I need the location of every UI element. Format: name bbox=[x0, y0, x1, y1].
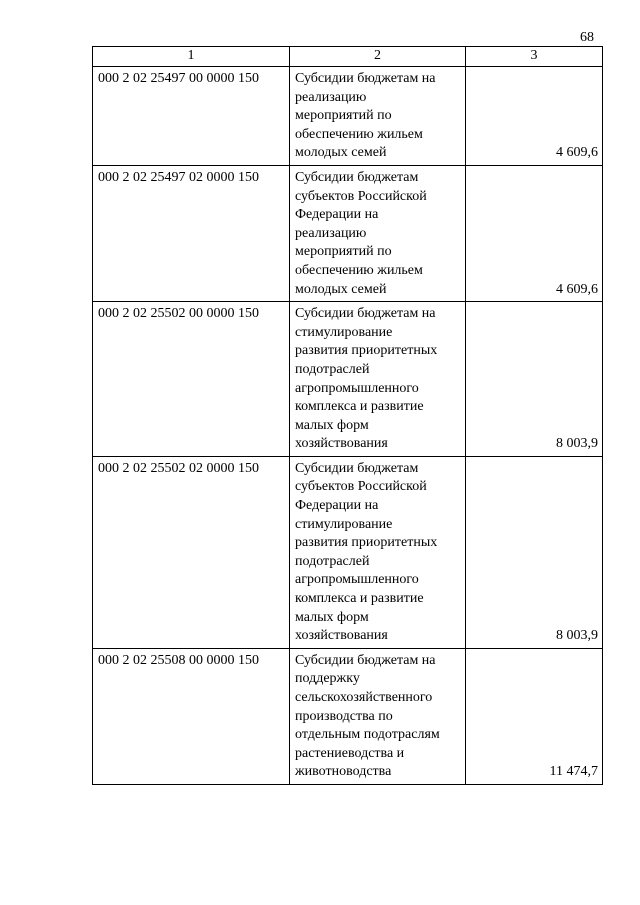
page-number: 68 bbox=[580, 30, 594, 45]
budget-table bbox=[92, 46, 603, 785]
budget-code-cell: 000 2 02 25497 00 0000 150 bbox=[93, 67, 290, 166]
description-cell bbox=[290, 648, 466, 784]
column-header-2: 2 bbox=[290, 47, 466, 67]
table-row bbox=[93, 302, 603, 457]
budget-code-cell: 000 2 02 25502 02 0000 150 bbox=[93, 456, 290, 648]
budget-code-cell: 000 2 02 25502 00 0000 150 bbox=[93, 302, 290, 457]
amount-cell: 4 609,6 bbox=[466, 67, 603, 166]
table-row bbox=[93, 456, 603, 648]
table-row bbox=[93, 165, 603, 301]
column-header-1: 1 bbox=[93, 47, 290, 67]
budget-code-cell: 000 2 02 25497 02 0000 150 bbox=[93, 165, 290, 301]
amount-cell: 8 003,9 bbox=[466, 456, 603, 648]
amount-cell: 11 474,7 bbox=[466, 648, 603, 784]
description-text: Субсидии бюджетам на поддержку сельскохозяйственного производства по отдельным подотраслям растениеводства и животноводства bbox=[295, 652, 440, 780]
table-row bbox=[93, 67, 603, 166]
description-cell bbox=[290, 456, 466, 648]
description-cell bbox=[290, 165, 466, 301]
description-text: Субсидии бюджетам субъектов Российской Федерации на реализацию мероприятий по обеспечению жильем молодых семей bbox=[295, 169, 427, 297]
amount-cell: 4 609,6 bbox=[466, 165, 603, 301]
table-row bbox=[93, 648, 603, 784]
budget-code-cell: 000 2 02 25508 00 0000 150 bbox=[93, 648, 290, 784]
description-cell bbox=[290, 302, 466, 457]
description-text: Субсидии бюджетам субъектов Российской Федерации на стимулирование развития приоритетных подотраслей агропромышленного комплекса и развитие малых форм хозяйствования bbox=[295, 460, 438, 644]
amount-cell: 8 003,9 bbox=[466, 302, 603, 457]
description-text: Субсидии бюджетам на реализацию мероприятий по обеспечению жильем молодых семей bbox=[295, 71, 436, 161]
description-text: Субсидии бюджетам на стимулирование развития приоритетных подотраслей агропромышленного комплекса и развитие малых форм хозяйствования bbox=[295, 306, 438, 452]
table-header-row bbox=[93, 47, 603, 67]
column-header-3: 3 bbox=[466, 47, 603, 67]
description-cell bbox=[290, 67, 466, 166]
